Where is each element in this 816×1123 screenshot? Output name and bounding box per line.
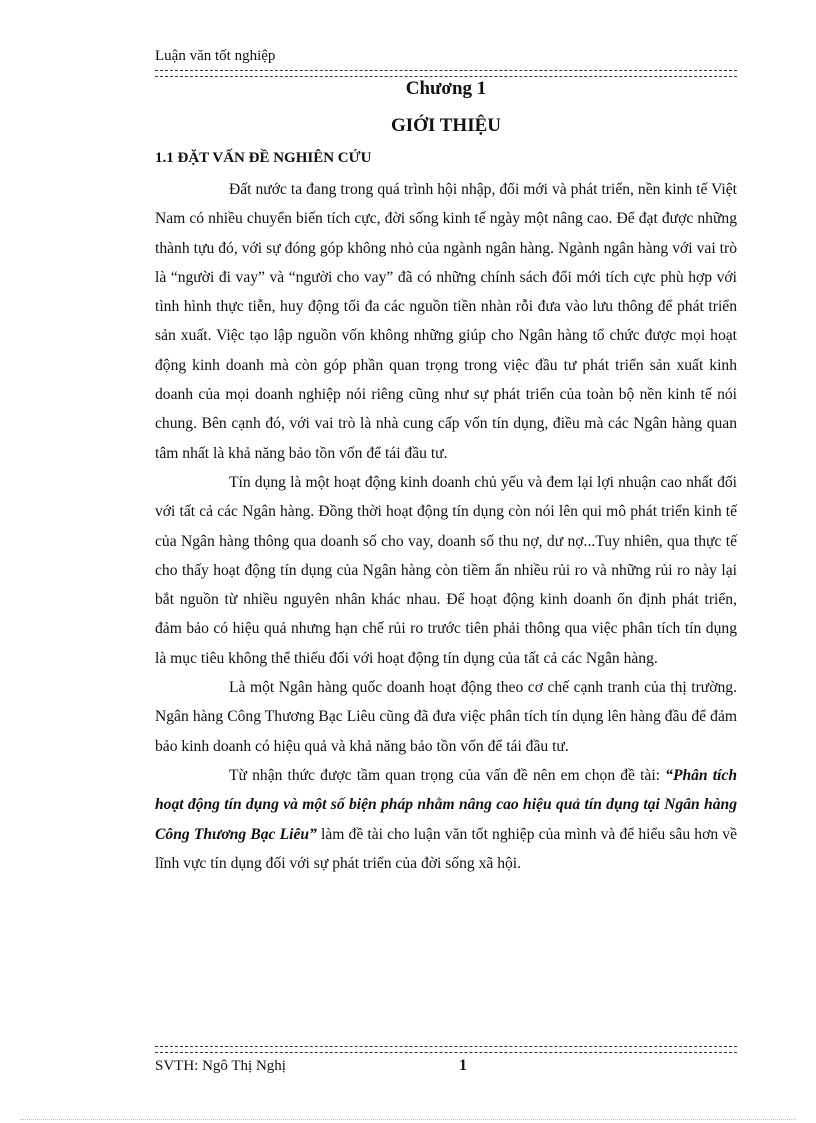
running-header: Luận văn tốt nghiệp [155,48,276,64]
thesis-topic: “Phân tích hoạt động tín dụng và một số biện pháp nhằm nâng cao hiệu quả tín dụng tại Ngân hàng Công Thương Bạc Liêu” [155,766,737,843]
paragraph-4-rest: làm đề tài cho luận văn tốt nghiệp của mình và để hiểu sâu hơn về lĩnh vực tín dụng đối với sự phát triển của đời sống xã hội. [155,825,737,872]
paragraph-4-intro: Từ nhận thức được tầm quan trọng của vấn đề nên em chọn đề tài: [229,766,666,784]
paragraph-4 [155,761,737,878]
chapter-number: Chương 1 [405,78,487,99]
paragraph-1: Đất nước ta đang trong quá trình hội nhập, đổi mới và phát triển, nền kinh tế Việt Nam có nhiều chuyển biến tích cực, đời sống kinh tế ngày một nâng cao. Để đạt được những thành tựu đó, với sự đóng góp không nhỏ của ngành ngân hàng. Ngành ngân hàng với vai trò là “người đi vay” và “người cho vay” đã có những chính sách đổi mới tích cực phù hợp với tình hình thực tiễn, huy động tối đa các nguồn tiền nhàn rỗi đưa vào lưu thông để phát triển sản xuất. Việc tạo lập nguồn vốn không những giúp cho Ngân hàng tổ chức được mọi hoạt động kinh doanh mà còn góp phần quan trọng trong việc đầu tư phát triển sản xuất kinh doanh của mọi doanh nghiệp nói riêng cũng như sự phát triển của toàn bộ nền kinh tế nói chung. Bên cạnh đó, với vai trò là nhà cung cấp vốn tín dụng, điều mà các Ngân hàng quan tâm nhất là khả năng bảo tồn vốn để tái đầu tư. [155,181,737,462]
body-text [155,175,737,878]
page-edge [20,1119,796,1120]
paragraph-2: Tín dụng là một hoạt động kinh doanh chủ yếu và đem lại lợi nhuận cao nhất đối với tất cả các Ngân hàng. Đồng thời hoạt động tín dụng còn nói lên qui mô phát triển kinh tế của Ngân hàng thông qua doanh số cho vay, doanh số thu nợ, dư nợ...Tuy nhiên, qua thực tế cho thấy hoạt động tín dụng của Ngân hàng còn tiềm ẩn nhiều rủi ro và những rủi ro này lại bắt nguồn từ nhiều nguyên nhân khác nhau. Để hoạt động kinh doanh ổn định phát triển, đảm bảo có hiệu quả nhưng hạn chế rủi ro trước tiên phải thông qua việc phân tích tín dụng là mục tiêu không thể thiếu đối với hoạt động tín dụng của tất cả các Ngân hàng. [155,473,737,667]
chapter-title: GIỚI THIỆU [391,115,501,136]
footer-author: SVTH: Ngô Thị Nghị [155,1058,286,1074]
footer-divider [155,1046,737,1053]
header-divider [155,70,737,77]
section-heading: 1.1 ĐẶT VẤN ĐỀ NGHIÊN CỨU [155,150,372,166]
page-number: 1 [459,1057,467,1074]
paragraph-3: Là một Ngân hàng quốc doanh hoạt động theo cơ chế cạnh tranh của thị trường. Ngân hàng Công Thương Bạc Liêu cũng đã đưa việc phân tích tín dụng lên hàng đầu để đảm bảo kinh doanh có hiệu quả và khả năng bảo tồn vốn để tái đầu tư. [155,679,737,755]
